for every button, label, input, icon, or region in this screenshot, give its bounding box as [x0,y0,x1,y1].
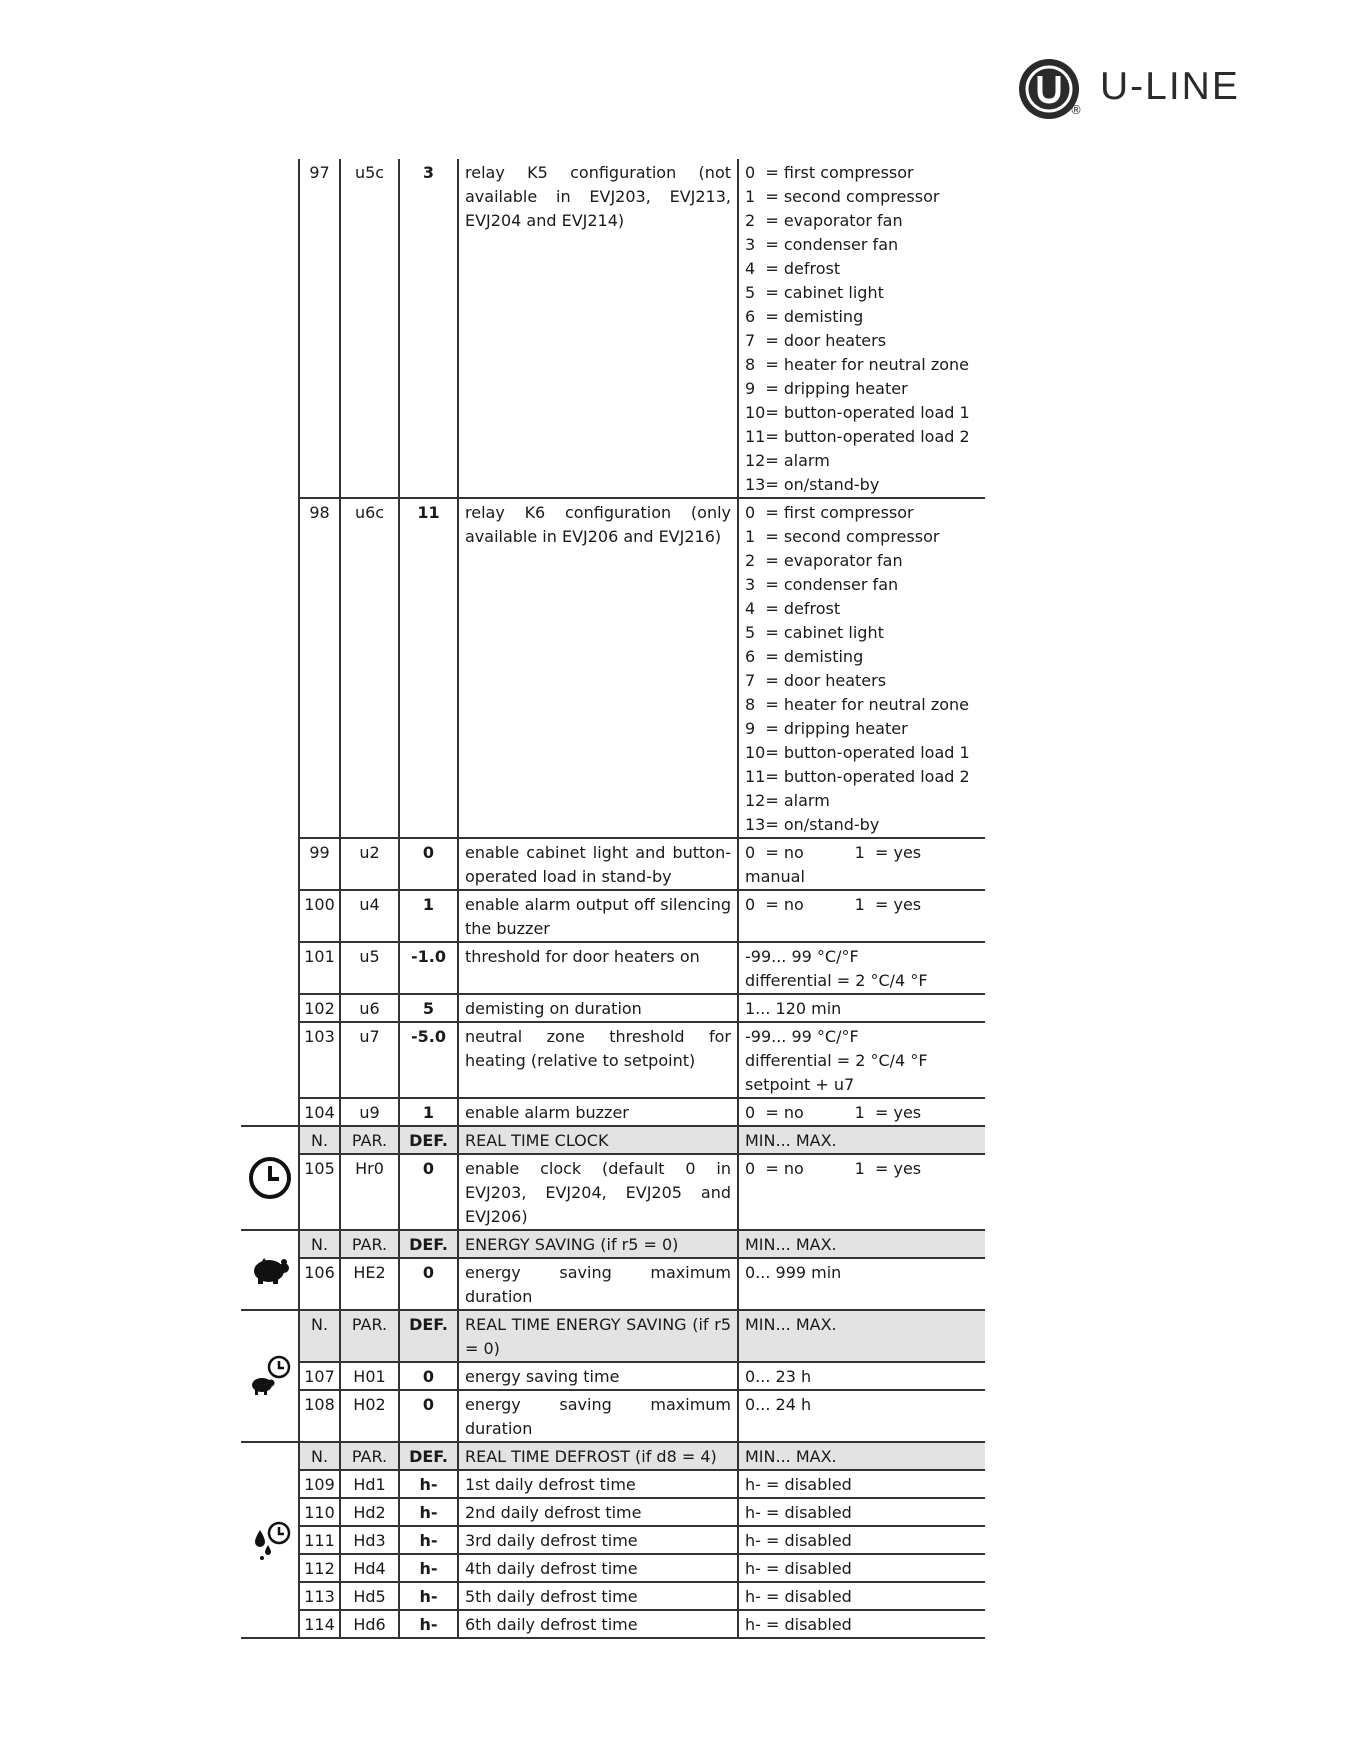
range-option: differential = 2 °C/4 °F [745,971,928,990]
table-row [241,1022,985,1098]
param-number: 98 [299,498,340,838]
range-option: 11= button-operated load 2 [745,767,970,786]
param-description: enable alarm output off silencing the buzzer [458,890,738,942]
param-number: 104 [299,1098,340,1126]
column-header-number: N. [299,1442,340,1470]
table-row [241,1498,985,1526]
param-default: 0 [399,1362,458,1390]
param-number: 113 [299,1582,340,1610]
param-description: energy saving maximum duration [458,1390,738,1442]
param-default: 0 [399,1258,458,1310]
column-header-param: PAR. [340,1126,399,1154]
range-option: h- = disabled [745,1531,852,1550]
range-option: 0 = no 1 = yes [745,1103,922,1122]
range-cell [738,1258,985,1310]
range-option: h- = disabled [745,1475,852,1494]
param-number: 97 [299,159,340,498]
range-option: manual [745,867,805,886]
section-title: REAL TIME DEFROST (if d8 = 4) [458,1442,738,1470]
range-option: 2 = evaporator fan [745,551,903,570]
param-number: 106 [299,1258,340,1310]
range-option: 0 = first compressor [745,503,914,522]
param-default: 0 [399,838,458,890]
param-code: Hd3 [340,1526,399,1554]
table-row [241,498,985,838]
table-row [241,994,985,1022]
param-description: 4th daily defrost time [458,1554,738,1582]
param-number: 102 [299,994,340,1022]
param-code: Hd1 [340,1470,399,1498]
param-default: 5 [399,994,458,1022]
column-header-range: MIN... MAX. [738,1126,985,1154]
section-header-row [241,1442,985,1470]
section-header-row [241,1126,985,1154]
column-header-range: MIN... MAX. [738,1310,985,1362]
range-option: 1... 120 min [745,999,842,1018]
param-default: 0 [399,1154,458,1230]
range-cell [738,1470,985,1498]
range-cell [738,1582,985,1610]
param-default: 11 [399,498,458,838]
param-description: energy saving time [458,1362,738,1390]
param-code: u4 [340,890,399,942]
table-row [241,1610,985,1638]
range-option: 6 = demisting [745,307,864,326]
range-option: 0 = no 1 = yes [745,895,922,914]
piggy-bank-clock-icon [241,1354,298,1398]
param-number: 100 [299,890,340,942]
range-option: 5 = cabinet light [745,623,884,642]
param-code: Hd5 [340,1582,399,1610]
range-option: 0... 24 h [745,1395,812,1414]
param-code: u5c [340,159,399,498]
range-option: 3 = condenser fan [745,575,899,594]
range-cell [738,1154,985,1230]
column-header-number: N. [299,1230,340,1258]
param-description: 3rd daily defrost time [458,1526,738,1554]
table-row [241,1390,985,1442]
range-option: differential = 2 °C/4 °F [745,1051,928,1070]
column-header-default: DEF. [399,1442,458,1470]
range-option: 9 = dripping heater [745,379,908,398]
brand-name: U-LINE [1100,65,1240,108]
param-code: u7 [340,1022,399,1098]
section-header-row [241,1310,985,1362]
registered-mark: ® [1070,103,1082,117]
table-row [241,1258,985,1310]
range-cell [738,159,985,498]
range-cell [738,1362,985,1390]
section-icon-cell [241,1310,299,1442]
param-number: 108 [299,1390,340,1442]
range-option: 4 = defrost [745,259,841,278]
table-row [241,1582,985,1610]
param-code: u6 [340,994,399,1022]
range-option: h- = disabled [745,1587,852,1606]
parameter-table [241,159,985,1639]
param-description: threshold for door heaters on [458,942,738,994]
range-option: 1 = second compressor [745,527,940,546]
range-option: 13= on/stand-by [745,475,880,494]
range-option: h- = disabled [745,1615,852,1634]
column-header-default: DEF. [399,1310,458,1362]
param-description: energy saving maximum duration [458,1258,738,1310]
column-header-param: PAR. [340,1310,399,1362]
range-option: 2 = evaporator fan [745,211,903,230]
section-title: ENERGY SAVING (if r5 = 0) [458,1230,738,1258]
section-icon-cell [241,159,299,1126]
param-code: u5 [340,942,399,994]
range-option: 0... 23 h [745,1367,812,1386]
table-row [241,1470,985,1498]
param-number: 105 [299,1154,340,1230]
section-icon-cell [241,1230,299,1310]
param-description: 2nd daily defrost time [458,1498,738,1526]
range-option: -99... 99 °C/°F [745,947,859,966]
param-number: 101 [299,942,340,994]
param-default: -5.0 [399,1022,458,1098]
param-number: 110 [299,1498,340,1526]
piggy-bank-icon [241,1255,298,1285]
section-icon-cell [241,1442,299,1638]
range-option: 11= button-operated load 2 [745,427,970,446]
column-header-number: N. [299,1126,340,1154]
range-option: h- = disabled [745,1503,852,1522]
param-description: 6th daily defrost time [458,1610,738,1638]
range-cell [738,994,985,1022]
param-description: enable clock (default 0 in EVJ203, EVJ204, EVJ205 and EVJ206) [458,1154,738,1230]
range-option: 12= alarm [745,451,830,470]
param-default: 3 [399,159,458,498]
param-default: -1.0 [399,942,458,994]
range-cell [738,498,985,838]
range-cell [738,838,985,890]
param-code: HE2 [340,1258,399,1310]
param-number: 103 [299,1022,340,1098]
section-title: REAL TIME ENERGY SAVING (if r5 = 0) [458,1310,738,1362]
column-header-default: DEF. [399,1126,458,1154]
range-cell [738,1390,985,1442]
range-cell [738,1610,985,1638]
table-row [241,890,985,942]
param-description: demisting on duration [458,994,738,1022]
param-number: 109 [299,1470,340,1498]
param-description: neutral zone threshold for heating (relative to setpoint) [458,1022,738,1098]
table-row [241,1154,985,1230]
range-cell [738,890,985,942]
range-option: 12= alarm [745,791,830,810]
range-cell [738,1022,985,1098]
param-description: 1st daily defrost time [458,1470,738,1498]
param-code: Hd4 [340,1554,399,1582]
range-cell [738,1098,985,1126]
param-number: 112 [299,1554,340,1582]
range-option: 0 = no 1 = yes [745,843,922,862]
range-option: 0 = no 1 = yes [745,1159,922,1178]
param-default: h- [399,1610,458,1638]
param-description: relay K5 configuration (not available in EVJ203, EVJ213, EVJ204 and EVJ214) [458,159,738,498]
param-default: h- [399,1526,458,1554]
range-option: 3 = condenser fan [745,235,899,254]
table-row [241,942,985,994]
table-row [241,838,985,890]
param-description: enable cabinet light and button-operated load in stand-by [458,838,738,890]
range-option: 5 = cabinet light [745,283,884,302]
clock-icon [241,1155,298,1201]
param-number: 114 [299,1610,340,1638]
column-header-range: MIN... MAX. [738,1230,985,1258]
param-description: 5th daily defrost time [458,1582,738,1610]
column-header-param: PAR. [340,1442,399,1470]
param-description: enable alarm buzzer [458,1098,738,1126]
column-header-param: PAR. [340,1230,399,1258]
range-option: 10= button-operated load 1 [745,403,970,422]
param-default: h- [399,1470,458,1498]
range-option: 0... 999 min [745,1263,842,1282]
param-number: 99 [299,838,340,890]
param-code: H02 [340,1390,399,1442]
table-row [241,1362,985,1390]
param-default: h- [399,1582,458,1610]
range-option: 4 = defrost [745,599,841,618]
range-option: 13= on/stand-by [745,815,880,834]
range-option: setpoint + u7 [745,1075,855,1094]
param-number: 107 [299,1362,340,1390]
range-option: 10= button-operated load 1 [745,743,970,762]
range-option: 7 = door heaters [745,331,887,350]
param-code: u2 [340,838,399,890]
range-option: 1 = second compressor [745,187,940,206]
range-option: 9 = dripping heater [745,719,908,738]
param-code: u6c [340,498,399,838]
param-code: H01 [340,1362,399,1390]
param-code: u9 [340,1098,399,1126]
range-cell [738,1498,985,1526]
range-option: 8 = heater for neutral zone [745,695,969,714]
range-cell [738,1554,985,1582]
param-default: h- [399,1554,458,1582]
uline-logo [1018,58,1280,120]
range-cell [738,1526,985,1554]
param-default: 1 [399,1098,458,1126]
section-icon-cell [241,1126,299,1230]
range-option: 0 = first compressor [745,163,914,182]
param-number: 111 [299,1526,340,1554]
column-header-number: N. [299,1310,340,1362]
param-default: 1 [399,890,458,942]
range-option: -99... 99 °C/°F [745,1027,859,1046]
column-header-default: DEF. [399,1230,458,1258]
range-option: 7 = door heaters [745,671,887,690]
table-row [241,1554,985,1582]
range-option: 8 = heater for neutral zone [745,355,969,374]
drops-clock-icon [241,1518,298,1562]
table-row [241,1098,985,1126]
table-row [241,1526,985,1554]
range-cell [738,942,985,994]
param-code: Hd6 [340,1610,399,1638]
column-header-range: MIN... MAX. [738,1442,985,1470]
table-row [241,159,985,498]
section-header-row [241,1230,985,1258]
param-default: h- [399,1498,458,1526]
range-option: h- = disabled [745,1559,852,1578]
range-option: 6 = demisting [745,647,864,666]
param-description: relay K6 configuration (only available in EVJ206 and EVJ216) [458,498,738,838]
param-default: 0 [399,1390,458,1442]
param-code: Hd2 [340,1498,399,1526]
section-title: REAL TIME CLOCK [458,1126,738,1154]
param-code: Hr0 [340,1154,399,1230]
